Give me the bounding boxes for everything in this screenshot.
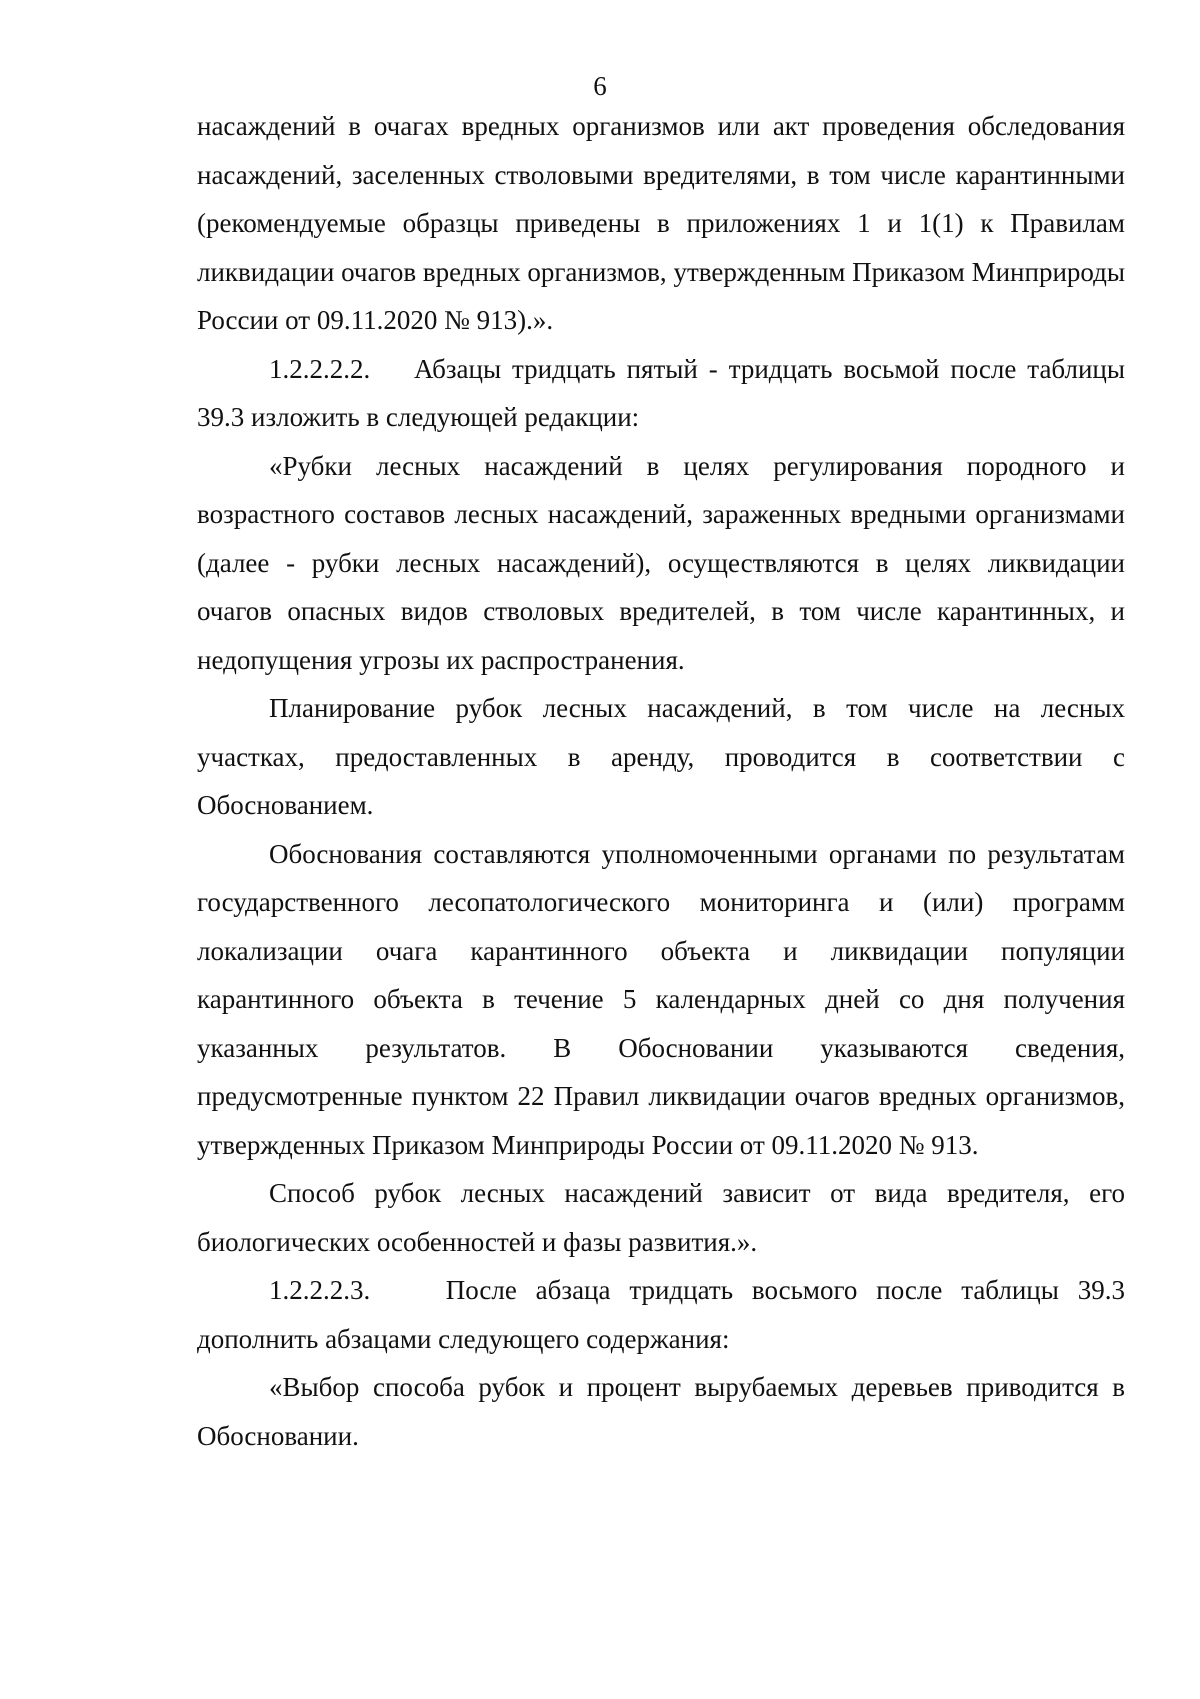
paragraph-felling-purpose: «Рубки лесных насаждений в целях регулирования породного и возрастного составов лесных насаждений, зараженных вредными организмами (далее - рубки лесных насаждений), осуществляются в целях ликвидации очагов опасных видов стволовых вредителей, в том числе карантинных, и недопущения угрозы их распространения. — [197, 450, 1125, 675]
paragraph-felling-method: Способ рубок лесных насаждений зависит от вида вредителя, его биологических особенностей и фазы развития.». — [197, 1178, 1125, 1257]
paragraph-method-choice: «Выбор способа рубок и процент вырубаемых деревьев приводится в Обосновании. — [197, 1372, 1125, 1451]
paragraph-continuation: насаждений в очагах вредных организмов или акт проведения обследования насаждений, заселенных стволовыми вредителями, в том числе карантинными (рекомендуемые образцы приведены в приложениях 1 и 1(1) к Правилам ликвидации очагов вредных организмов, утвержденным Приказом Минприроды России от 09.11.2020 № 913).». — [197, 111, 1125, 335]
paragraph-clause-1-2-2-2-3: 1.2.2.2.3. После абзаца тридцать восьмого после таблицы 39.3 дополнить абзацами следующего содержания: — [197, 1275, 1125, 1354]
paragraph-clause-1-2-2-2-2: 1.2.2.2.2. Абзацы тридцать пятый - тридцать восьмой после таблицы 39.3 изложить в следующей редакции: — [197, 353, 1125, 432]
paragraph-felling-planning: Планирование рубок лесных насаждений, в том числе на лесных участках, предоставленных в аренду, проводится в соответствии с Обоснованием. — [197, 693, 1125, 820]
page-number: 6 — [593, 71, 607, 101]
document-body — [197, 102, 1125, 1460]
paragraph-justification: Обоснования составляются уполномоченными органами по результатам государственного лесопатологического мониторинга и (или) программ локализации очага карантинного объекта и ликвидации популяции карантинного объекта в течение 5 календарных дней со дня получения указанных результатов. В Обосновании указываются сведения, предусмотренные пунктом 22 Правил ликвидации очагов вредных организмов, утвержденных Приказом Минприроды России от 09.11.2020 № 913. — [197, 838, 1125, 1160]
